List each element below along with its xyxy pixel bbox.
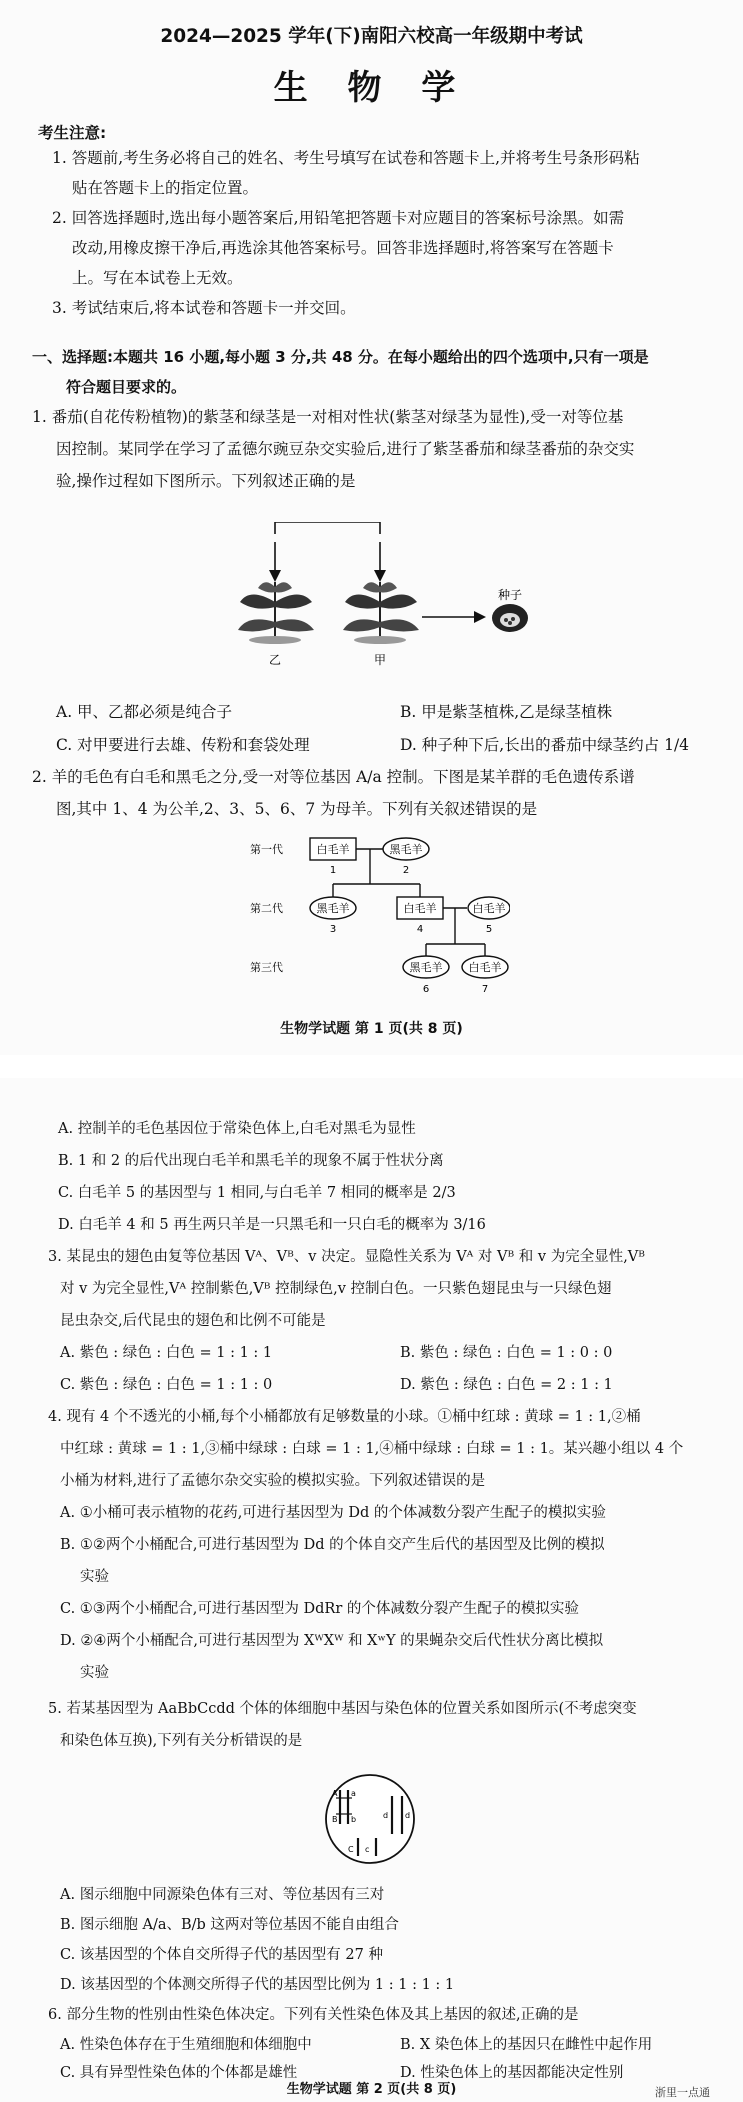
q6-option-b: B. X 染色体上的基因只在雌性中起作用 [400,2037,653,2053]
q4-stem: 中红球 : 黄球 = 1 : 1,③桶中绿球 : 白球 = 1 : 1,④桶中绿球 : 白球 = 1 : 1。某兴趣小组以 4 个 [60,1441,684,1457]
svg-text:6: 6 [422,984,430,995]
q4-option-c: C. ①③两个小桶配合,可进行基因型为 DdRr 的个体减数分裂产生配子的模拟实验 [60,1601,579,1617]
q5-option-d: D. 该基因型的个体测交所得子代的基因型比例为 1 : 1 : 1 : 1 [60,1977,455,1993]
tomato-fruit-icon [492,604,528,632]
q3-option-d: D. 紫色 : 绿色 : 白色 = 2 : 1 : 1 [400,1377,613,1393]
svg-text:白毛羊: 白毛羊 [468,961,502,974]
gene-label: c [365,1845,370,1854]
svg-text:黑毛羊: 黑毛羊 [409,961,443,974]
svg-text:1: 1 [329,865,337,876]
q1-stem: 因控制。某同学在学习了孟德尔豌豆杂交实验后,进行了紫茎番茄和绿茎番茄的杂交实 [56,440,635,458]
q1-stem: 1. 番茄(自花传粉植物)的紫茎和绿茎是一对相对性状(紫茎对绿茎为显性),受一对等位基 [32,408,624,426]
tomato-plant-yi [238,582,314,644]
generation-1-label: 第一代 [250,843,283,856]
gene-label: d [405,1811,411,1820]
q1-option-c: C. 对甲要进行去雄、传粉和套袋处理 [56,736,310,754]
notice-line: 1. 答题前,考生务必将自己的姓名、考生号填写在试卷和答题卡上,并将考生号条形码粘 [52,149,640,167]
watermark: 浙里一点通 [655,2086,710,2099]
q2-option-d: D. 白毛羊 4 和 5 再生两只羊是一只黑毛和一只白毛的概率为 3/16 [58,1217,486,1233]
q2-stem: 图,其中 1、4 为公羊,2、3、5、6、7 为母羊。下列有关叙述错误的是 [56,800,538,818]
page-gap [0,1055,743,1078]
q3-stem: 对 v 为完全显性,Vᴬ 控制紫色,Vᴮ 控制绿色,v 控制白色。一只紫色翅昆虫与一只绿色翅 [60,1281,612,1297]
page-footer: 生物学试题 第 2 页(共 8 页) [286,2082,457,2097]
q5-option-b: B. 图示细胞 A/a、B/b 这两对等位基因不能自由组合 [60,1917,399,1933]
q3-option-c: C. 紫色 : 绿色 : 白色 = 1 : 1 : 0 [60,1377,273,1393]
q3-option-b: B. 紫色 : 绿色 : 白色 = 1 : 0 : 0 [400,1345,613,1361]
q5-option-a: A. 图示细胞中同源染色体有三对、等位基因有三对 [60,1887,385,1903]
page-footer: 生物学试题 第 1 页(共 8 页) [280,1021,463,1037]
notice-line: 3. 考试结束后,将本试卷和答题卡一并交回。 [52,299,356,317]
q2-option-a: A. 控制羊的毛色基因位于常染色体上,白毛对黑毛为显性 [58,1121,416,1137]
q4-option-a: A. ①小桶可表示植物的花药,可进行基因型为 Dd 的个体减数分裂产生配子的模拟实验 [60,1505,606,1521]
notice-line: 贴在答题卡上的指定位置。 [72,179,259,197]
q5-option-c: C. 该基因型的个体自交所得子代的基因型有 27 种 [60,1947,383,1963]
notice-line: 改动,用橡皮擦干净后,再选涂其他答案标号。回答非选择题时,将答案写在答题卡 [72,239,614,257]
svg-text:白毛羊: 白毛羊 [403,902,437,915]
notice-title: 考生注意: [38,124,107,142]
svg-text:白毛羊: 白毛羊 [316,843,350,856]
pollination-figure [230,522,550,672]
q1-stem: 验,操作过程如下图所示。下列叙述正确的是 [56,472,356,490]
q6-option-a: A. 性染色体存在于生殖细胞和体细胞中 [60,2037,312,2053]
q6-option-c: C. 具有异型性染色体的个体都是雄性 [60,2065,298,2081]
q2-option-c: C. 白毛羊 5 的基因型与 1 相同,与白毛羊 7 相同的概率是 2/3 [58,1185,456,1201]
seed-label: 种子 [497,588,523,602]
q1-option-a: A. 甲、乙都必须是纯合子 [56,703,233,721]
plant-yi-label: 乙 [268,653,282,667]
q4-option-b: B. ①②两个小桶配合,可进行基因型为 Dd 的个体自交产生后代的基因型及比例的模拟 [60,1537,605,1553]
svg-text:白毛羊: 白毛羊 [472,902,506,915]
exam-page-2 [0,1078,743,2102]
svg-text:4: 4 [416,924,424,935]
q3-stem: 3. 某昆虫的翅色由复等位基因 Vᴬ、Vᴮ、v 决定。显隐性关系为 Vᴬ 对 Vᴮ 和 v 为完全显性,Vᴮ [48,1249,645,1265]
gene-label: b [351,1815,357,1824]
svg-text:2: 2 [402,865,410,876]
q1-option-d: D. 种子种下后,长出的番茄中绿茎约占 1/4 [400,736,690,754]
gene-label: d [383,1811,389,1820]
q4-option-b-cont: 实验 [80,1569,109,1585]
svg-text:7: 7 [481,984,489,995]
q2-stem: 2. 羊的毛色有白毛和黑毛之分,受一对等位基因 A/a 控制。下图是某羊群的毛色遗传系谱 [32,768,635,786]
q1-option-b: B. 甲是紫茎植株,乙是绿茎植株 [400,703,613,721]
svg-text:黑毛羊: 黑毛羊 [389,843,423,856]
notice-line: 2. 回答选择题时,选出每小题答案后,用铅笔把答题卡对应题目的答案标号涂黑。如需 [52,209,625,227]
tomato-plant-jia [343,582,419,644]
q6-stem: 6. 部分生物的性别由性染色体决定。下列有关性染色体及其上基因的叙述,正确的是 [48,2007,579,2023]
pedigree-chart [250,832,510,1012]
gene-label: C [348,1845,354,1854]
q4-stem: 4. 现有 4 个不透光的小桶,每个小桶都放有足够数量的小球。①桶中红球 : 黄球 = 1 : 1,②桶 [48,1409,641,1425]
exam-title: 2024—2025 学年(下)南阳六校高一年级期中考试 [160,26,583,47]
subject-title: 生 物 学 [273,68,470,108]
q5-stem: 5. 若某基因型为 AaBbCcdd 个体的体细胞中基因与染色体的位置关系如图所示(不考虑突变 [48,1701,637,1717]
generation-3-label: 第三代 [250,961,283,974]
svg-text:5: 5 [485,924,493,935]
svg-text:黑毛羊: 黑毛羊 [316,902,350,915]
svg-text:3: 3 [329,924,337,935]
gene-label: a [351,1789,356,1798]
section-heading: 一、选择题:本题共 16 小题,每小题 3 分,共 48 分。在每小题给出的四个选项中,只有一项是 [32,348,649,366]
cell-diagram [320,1772,420,1866]
q4-option-d: D. ②④两个小桶配合,可进行基因型为 XᵂXᵂ 和 XʷY 的果蝇杂交后代性状分离比模拟 [60,1633,604,1649]
gene-label: A [332,1789,338,1798]
section-heading: 符合题目要求的。 [66,378,187,396]
q4-option-d-cont: 实验 [80,1665,109,1681]
q2-option-b: B. 1 和 2 的后代出现白毛羊和黑毛羊的现象不属于性状分离 [58,1153,444,1169]
q5-stem: 和染色体互换),下列有关分析错误的是 [60,1733,303,1749]
gene-label: B [332,1815,338,1824]
q6-option-d: D. 性染色体上的基因都能决定性别 [400,2065,624,2081]
q3-stem: 昆虫杂交,后代昆虫的翅色和比例不可能是 [60,1313,326,1329]
notice-line: 上。写在本试卷上无效。 [72,269,243,287]
q4-stem: 小桶为材料,进行了孟德尔杂交实验的模拟实验。下列叙述错误的是 [60,1473,486,1489]
generation-2-label: 第二代 [250,902,283,915]
q3-option-a: A. 紫色 : 绿色 : 白色 = 1 : 1 : 1 [60,1345,273,1361]
plant-jia-label: 甲 [373,653,387,667]
